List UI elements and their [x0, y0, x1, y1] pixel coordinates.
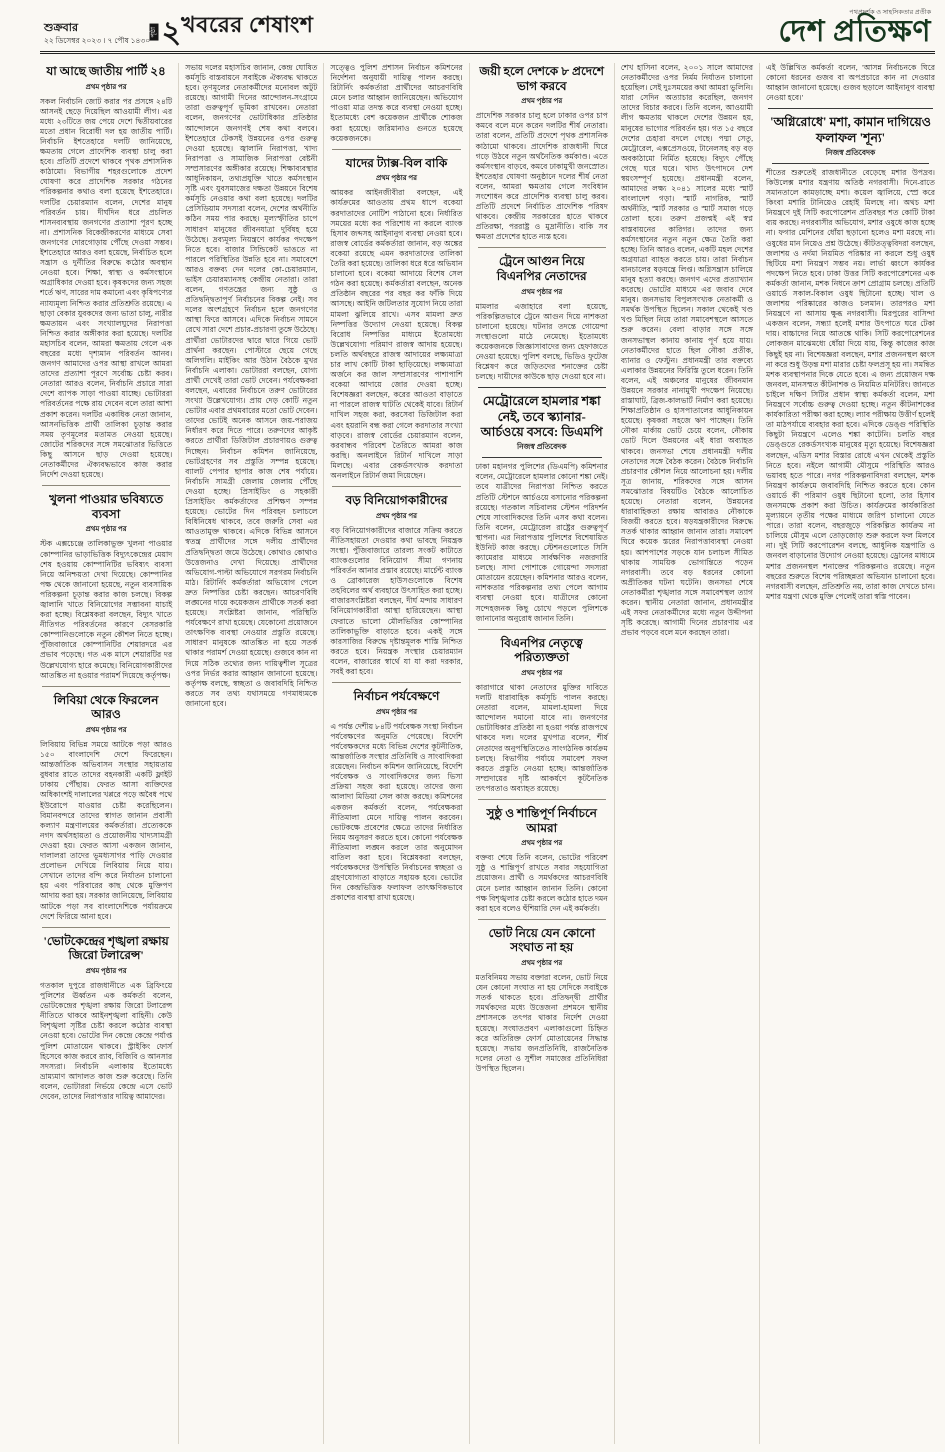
- article-headline: বড় বিনিয়োগকারীদের: [332, 486, 460, 508]
- article-text: সত্ত্বেও পুলিশ প্রশাসন নির্বাচন কমিশনের নির্দেশনা অনুযায়ী দায়িত্ব পালন করছে। রিটার্নিং কর্মকর্তারা প্রার্থীদের আচরণবিধি মেনে চলার আহ্বান জানিয়েছেন। অভিযোগ পাওয়া মাত্র তদন্ত করে ব্যবস্থা নেওয়া হচ্ছে। ইতোমধ্যে বেশ কয়েকজন প্রার্থীকে শোকজ করা হয়েছে। জরিমানাও গুনতে হয়েছে কয়েকজনকে।: [330, 63, 463, 143]
- paper-logo-block: [778, 9, 931, 47]
- continued-label: প্রথম পৃষ্ঠার পর: [376, 511, 417, 520]
- masthead: [40, 6, 935, 52]
- byline: নিজস্ব প্রতিবেদক: [482, 442, 602, 458]
- article-headline: 'অগ্নিরোধে' মশা, কামান দাগিয়েও ফলাফল 'শূন্য': [768, 108, 933, 146]
- article-headline: মেট্রোরেলে হামলার শঙ্কা নেই, তবে স্ক্যানার-আর্চওয়ে বসবে: ডিএমপি: [478, 387, 606, 440]
- page-number-block: [150, 16, 182, 49]
- article-headline: ভোট নিয়ে যেন কোনো সংঘাত না হয়: [478, 919, 606, 955]
- column-3: [323, 63, 468, 1444]
- column-6: [759, 63, 935, 1444]
- article-text: শীতের শুরুতেই রাজধানীতে বেড়েছে মশার উপদ্রব। কিউলেক্স মশার যন্ত্রণায় অতিষ্ঠ নগরবাসী। দিনে-রাতে সমানতালে কামড়াচ্ছে মশা। কয়েল জ্বালিয়ে, স্প্রে করে কিংবা মশারি টানিয়েও রেহাই মিলছে না। অথচ মশা নিয়ন্ত্রণে দুই সিটি করপোরেশন প্রতিবছর শত কোটি টাকা ব্যয় করছে। নগরবাসীর অভিযোগ, মশার ওষুধে কাজ হচ্ছে না। ফগার মেশিনের ধোঁয়া ছড়ানো হলেও মশা মরছে না। ওষুধের মান নিয়েও প্রশ্ন উঠেছে। কীটতত্ত্ববিদরা বলছেন, জলাশয় ও নর্দমা নিয়মিত পরিষ্কার না করলে শুধু ওষুধ ছিটিয়ে মশা নিয়ন্ত্রণ সম্ভব নয়। লার্ভা ধ্বংসে কার্যকর পদক্ষেপ নিতে হবে। ঢাকা উত্তর সিটি করপোরেশনের এক কর্মকর্তা জানান, মশক নিধনে ক্রাশ প্রোগ্রাম চলছে। প্রতিটি ওয়ার্ডে সকাল-বিকাল ওষুধ ছিটানো হচ্ছে। খাল ও জলাশয় পরিষ্কারের কাজও চলমান। তারপরও মশা নিয়ন্ত্রণে না আসায় ক্ষুব্ধ নগরবাসী। মিরপুরের বাসিন্দা একজন বলেন, সন্ধ্যা হলেই মশার উৎপাতে ঘরে টেকা দায়। বাচ্চাদের নিয়ে আতঙ্কে থাকি। সিটি করপোরেশনের লোকজন মাঝেমধ্যে ধোঁয়া দিয়ে যায়, কিন্তু কাজের কাজ কিছুই হয় না। বিশেষজ্ঞরা বলছেন, মশার প্রজননস্থল ধ্বংস না করে শুধু উড়ন্ত মশা মারার চেষ্টা ফলপ্রসূ হয় না। সমন্বিত মশক ব্যবস্থাপনার দিকে যেতে হবে। এ জন্য প্রয়োজন দক্ষ জনবল, মানসম্মত কীটনাশক ও নিয়মিত মনিটরিং। জানতে চাইলে দক্ষিণ সিটির প্রধান স্বাস্থ্য কর্মকর্তা বলেন, মশা নিয়ন্ত্রণে সর্বোচ্চ গুরুত্ব দেওয়া হচ্ছে। নতুন কীটনাশকের কার্যকারিতা পরীক্ষা করা হচ্ছে। ল্যাব পরীক্ষায় উত্তীর্ণ হলেই তা মাঠপর্যায়ে ব্যবহার করা হবে। এদিকে ডেঙ্গু পরিস্থিতি কিছুটা নিয়ন্ত্রণে এলেও শঙ্কা কাটেনি। চলতি বছর ডেঙ্গুতে রেকর্ডসংখ্যক মানুষের মৃত্যু হয়েছে। বিশেষজ্ঞরা বলছেন, এডিস মশার বিস্তার রোধে এখন থেকেই প্রস্তুতি নিতে হবে। নইলে আগামী মৌসুমে পরিস্থিতি আরও ভয়াবহ হতে পারে। নগর পরিকল্পনাবিদরা বলছেন, মশক নিয়ন্ত্রণ কার্যক্রমে জবাবদিহি নিশ্চিত করতে হবে। কোন ওয়ার্ডে কী পরিমাণ ওষুধ ছিটানো হলো, তার হিসাব জনসমক্ষে প্রকাশ করা উচিত। কার্যক্রমের কার্যকারিতা মূল্যায়নে তৃতীয় পক্ষের মাধ্যমে জরিপ চালানো যেতে পারে। তারা বলেন, বছরজুড়ে পরিকল্পিত কার্যক্রম না চালিয়ে মৌসুম এলে তোড়জোড় শুরু করলে ফল মিলবে না। দুই সিটি করপোরেশন বলছে, আধুনিক যন্ত্রপাতি ও জনবল বাড়ানোর উদ্যোগ নেওয়া হয়েছে। ড্রোনের মাধ্যমে মশার প্রজননস্থল শনাক্তের পরিকল্পনাও রয়েছে। নতুন বছরের শুরুতে বিশেষ পরিচ্ছন্নতা অভিযান চালানো হবে। নগরবাসী বলছেন, প্রতিশ্রুতি নয়, তারা কাজ দেখতে চান। মশার যন্ত্রণা থেকে মুক্তি পেলেই তারা স্বস্তি পাবেন।: [766, 167, 935, 601]
- column-4: [469, 63, 614, 1444]
- article-headline: জয়ী হলে দেশকে ৮ প্রদেশে ভাগ করবে: [479, 64, 604, 93]
- article-text: স্টক এক্সচেঞ্জে তালিকাভুক্ত খুলনা পাওয়ার কোম্পানির ভাড়াভিত্তিক বিদ্যুৎকেন্দ্রের মেয়াদ শেষ হওয়ায় কোম্পানিটির ভবিষ্যৎ ব্যবসা নিয়ে অনিশ্চয়তা দেখা দিয়েছে। কোম্পানির পক্ষ থেকে জানানো হয়েছে, নতুন ব্যবসায়িক পরিকল্পনা চূড়ান্ত করার কাজ চলছে। বিকল্প জ্বালানি খাতে বিনিয়োগের সম্ভাবনা যাচাই করা হচ্ছে। বিশ্লেষকরা বলছেন, বিদ্যুৎ খাতে নীতিগত পরিবর্তনের কারণে বেসরকারি কোম্পানিগুলোকে নতুন কৌশল নিতে হচ্ছে। পুঁজিবাজারে কোম্পানিটির শেয়ারদরে এর প্রভাব পড়েছে। গত এক মাসে শেয়ারটির দর উল্লেখযোগ্য হারে কমেছে। বিনিয়োগকারীদের আতঙ্কিত না হওয়ার পরামর্শ দিয়েছে কর্তৃপক্ষ।: [40, 539, 173, 680]
- continued-label: প্রথম পৃষ্ঠার পর: [521, 839, 563, 848]
- article-text: বড় বিনিয়োগকারীদের বাজারে সক্রিয় করতে নীতিসহায়তা দেওয়ার কথা ভাবছে নিয়ন্ত্রক সংস্থা। পুঁজিবাজারে তারল্য সংকট কাটাতে ব্যাংকগুলোর বিনিয়োগ সীমা গণনায় পরিবর্তন আনার প্রস্তাব রয়েছে। মার্চেন্ট ব্যাংক ও ব্রোকারেজ হাউসগুলোকে বিশেষ তহবিলের অর্থ ব্যবহারে উৎসাহিত করা হচ্ছে। বাজারসংশ্লিষ্টরা বলছেন, দীর্ঘ মন্দায় সাধারণ বিনিয়োগকারীরা আস্থা হারিয়েছেন। আস্থা ফেরাতে ভালো মৌলভিত্তির কোম্পানির তালিকাভুক্তি বাড়াতে হবে। একই সঙ্গে কারসাজির বিরুদ্ধে দৃষ্টান্তমূলক শাস্তি নিশ্চিত করতে হবে। নিয়ন্ত্রক সংস্থার চেয়ারম্যান বলেন, বাজারের স্বার্থে যা যা করা দরকার, সবই করা হবে।: [330, 525, 463, 677]
- continued-label: প্রথম পৃষ্ঠার পর: [85, 726, 127, 734]
- byline: নিজস্ব প্রতিবেদক: [772, 148, 929, 164]
- article-headline: যা আছে জাতীয় পার্টি ২৪: [46, 64, 166, 78]
- continued-label: প্রথম পৃষ্ঠার পর: [521, 97, 563, 106]
- article-text: গতকাল দুপুরে রাজধানীতে এক ব্রিফিংয়ে পুলিশের ঊর্ধ্বতন এক কর্মকর্তা বলেন, ভোটকেন্দ্রের শৃঙ্খলা রক্ষায় জিরো টলারেন্স নীতিতে থাকবে আইনশৃঙ্খলা বাহিনী। কেউ বিশৃঙ্খলা সৃষ্টির চেষ্টা করলে কঠোর ব্যবস্থা নেওয়া হবে। ভোটের দিন কেন্দ্রে কেন্দ্রে পর্যাপ্ত পুলিশ মোতায়েন থাকবে। স্ট্রাইকিং ফোর্স হিসেবে কাজ করবে র‍্যাব, বিজিবি ও আনসার সদস্যরা। নির্বাচনি এলাকায় ইতোমধ্যে ভ্রাম্যমাণ আদালত কাজ শুরু করেছে। তিনি বলেন, ভোটাররা নির্ভয়ে কেন্দ্রে এসে ভোট দেবেন, তাদের নিরাপত্তার দায়িত্ব আমাদের।: [40, 980, 173, 1101]
- article-text: আয়কর আইনজীবীরা বলছেন, এই কার্যক্রমের আওতায় প্রথম ধাপে বকেয়া করদাতাদের নোটিশ পাঠানো হবে। নির্ধারিত সময়ের মধ্যে কর পরিশোধ না করলে ব্যাংক হিসাব জব্দসহ আইনানুগ ব্যবস্থা নেওয়া হবে। রাজস্ব বোর্ডের কর্মকর্তারা জানান, বড় অঙ্কের বকেয়া রয়েছে এমন করদাতাদের তালিকা তৈরি করা হয়েছে। তালিকা ধরে ধরে অভিযান চালানো হবে। বকেয়া আদায়ে বিশেষ সেল গঠন করা হয়েছে। কর্মকর্তারা বলছেন, অনেক প্রতিষ্ঠান বছরের পর বছর কর ফাঁকি দিয়ে আসছে। আইনি জটিলতার সুযোগ নিয়ে তারা মামলা ঝুলিয়ে রাখে। এসব মামলা দ্রুত নিষ্পত্তির উদ্যোগ নেওয়া হয়েছে। বিকল্প বিরোধ নিষ্পত্তির মাধ্যমে ইতোমধ্যে উল্লেখযোগ্য পরিমাণ রাজস্ব আদায় হয়েছে। চলতি অর্থবছরে রাজস্ব আদায়ের লক্ষ্যমাত্রা চার লাখ কোটি টাকা ছাড়িয়েছে। লক্ষ্যমাত্রা অর্জনে কর জাল সম্প্রসারণের পাশাপাশি বকেয়া আদায়ে জোর দেওয়া হচ্ছে। বিশেষজ্ঞরা বলছেন, করের আওতা বাড়াতে না পারলে রাজস্ব ঘাটতি থেকেই যাবে। রিটার্ন দাখিল সহজ করা, করসেবা ডিজিটাল করা এবং হয়রানি বন্ধ করা গেলে করদাতার সংখ্যা বাড়বে। রাজস্ব বোর্ডের চেয়ারম্যান বলেন, করবান্ধব পরিবেশ তৈরিতে আমরা কাজ করছি। অনলাইনে রিটার্ন দাখিলে সাড়া মিলছে। এবার রেকর্ডসংখ্যক করদাতা অনলাইনে রিটার্ন জমা দিয়েছেন।: [330, 188, 463, 480]
- article-text: এই উল্লিখিত কর্মকর্তা বলেন, 'আসন্ন নির্বাচনকে ঘিরে কোনো ধরনের গুজব বা অপপ্রচারে কান না দেওয়ার আহ্বান জানানো হয়েছে। গুজব ছড়ালে আইনানুগ ব্যবস্থা নেওয়া হবে।': [766, 63, 935, 103]
- continued-label: প্রথম পৃষ্ঠার পর: [521, 959, 563, 968]
- article-headline: যাদের ট্যাক্স-বিল বাকি: [332, 149, 460, 171]
- page-word-label: পৃষ্ঠা: [150, 24, 159, 41]
- article-headline: খুলনা পাওয়ার ভবিষ্যতে ব্যবসা: [42, 485, 170, 521]
- article-headline: 'ভোটকেন্দ্রের শৃঙ্খলা রক্ষায় জিরো টলারেন্স': [42, 927, 170, 963]
- section-title: খবরের শেষাংশ: [181, 12, 314, 37]
- date-block: [44, 22, 150, 47]
- article-text: ঢাকা মহানগর পুলিশের (ডিএমপি) কমিশনার বলেন, মেট্রোরেলে হামলার কোনো শঙ্কা নেই। তবে যাত্রীদের নিরাপত্তা নিশ্চিত করতে প্রতিটি স্টেশনে আর্চওয়ে বসানোর পরিকল্পনা রয়েছে। গতকাল সচিবালয় স্টেশন পরিদর্শন শেষে সাংবাদিকদের তিনি এসব কথা বলেন। তিনি বলেন, মেট্রোরেল রাষ্ট্রের গুরুত্বপূর্ণ স্থাপনা। এর নিরাপত্তায় পুলিশের বিশেষায়িত ইউনিট কাজ করছে। স্টেশনগুলোতে সিসি ক্যামেরার মাধ্যমে সার্বক্ষণিক নজরদারি চলছে। সাদা পোশাকে গোয়েন্দা সদস্যরা মোতায়েন রয়েছেন। কমিশনার আরও বলেন, নাশকতার পরিকল্পনার তথ্য পেলে আগাম ব্যবস্থা নেওয়া হবে। যাত্রীদের কোনো সন্দেহজনক কিছু চোখে পড়লে পুলিশকে জানানোর অনুরোধ জানান তিনি।: [475, 462, 608, 623]
- article-text: এ পর্যন্ত দেশীয় ৮৪টি পর্যবেক্ষক সংস্থা নির্বাচন পর্যবেক্ষণের অনুমতি পেয়েছে। বিদেশি পর্যবেক্ষকদের মধ্যে বিভিন্ন দেশের কূটনীতিক, আন্তর্জাতিক সংস্থার প্রতিনিধি ও সাংবাদিকরা রয়েছেন। নির্বাচন কমিশন জানিয়েছে, বিদেশি পর্যবেক্ষক ও সাংবাদিকদের জন্য ভিসা প্রক্রিয়া সহজ করা হয়েছে। তাদের জন্য আলাদা মিডিয়া সেল কাজ করছে। কমিশনের একজন কর্মকর্তা বলেন, পর্যবেক্ষকরা নীতিমালা মেনে দায়িত্ব পালন করবেন। ভোটকক্ষে প্রবেশের ক্ষেত্রে তাদের নির্ধারিত নিয়ম অনুসরণ করতে হবে। কোনো পর্যবেক্ষক নীতিমালা লঙ্ঘন করলে তার অনুমোদন বাতিল করা হবে। বিশ্লেষকরা বলছেন, পর্যবেক্ষকদের উপস্থিতি নির্বাচনের স্বচ্ছতা ও গ্রহণযোগ্যতা বাড়াতে সহায়ক হবে। ভোটের দিন কেন্দ্রভিত্তিক ফলাফল তাৎক্ষণিকভাবে প্রকাশের ব্যবস্থা রাখা হয়েছে।: [330, 721, 463, 903]
- continued-label: প্রথম পৃষ্ঠার পর: [376, 707, 417, 716]
- article-text: লিবিয়ায় বিভিন্ন সময়ে আটকে পড়া আরও ১৫০ বাংলাদেশি দেশে ফিরেছেন। আন্তর্জাতিক অভিবাসন সংস্থার সহায়তায় বুধবার রাতে তাদের বহনকারী একটি ফ্লাইট ঢাকায় পৌঁছায়। ফেরত আসা ব্যক্তিদের অধিকাংশই দালালের খপ্পরে পড়ে অবৈধ পথে ইউরোপে যাওয়ার চেষ্টা করেছিলেন। বিমানবন্দরে তাদের স্বাগত জানান প্রবাসী কল্যাণ মন্ত্রণালয়ের কর্মকর্তারা। প্রত্যেককে নগদ অর্থসহায়তা ও প্রয়োজনীয় খাদ্যসামগ্রী দেওয়া হয়। ফেরত আসা একজন জানান, দালালরা তাদের ভূমধ্যসাগর পাড়ি দেওয়ার প্রলোভন দেখিয়ে লিবিয়ায় নিয়ে যায়। সেখানে তাদের বন্দি করে নির্যাতন চালানো হয় এবং পরিবারের কাছ থেকে মুক্তিপণ আদায় করা হয়। সরকার জানিয়েছে, লিবিয়ায় আটকে পড়া সব বাংলাদেশিকে পর্যায়ক্রমে দেশে ফিরিয়ে আনা হবে।: [40, 740, 173, 921]
- column-2: [178, 63, 323, 1444]
- continued-label: প্রথম পৃষ্ঠার পর: [521, 668, 563, 677]
- paper-logo: দেশ প্রতিক্ষণ: [778, 15, 931, 48]
- paper-tagline: পথপ্রদর্শক ও সাহসিকতার প্রতীক: [849, 8, 931, 16]
- date-line: ২২ ডিসেম্বর ২০২৩ । ৭ পৌষ ১৪৩০: [44, 35, 151, 45]
- article-headline: সুষ্ঠু ও শান্তিপূর্ণ নির্বাচনে আমরা: [478, 799, 606, 835]
- continued-label: প্রথম পৃষ্ঠার পর: [85, 82, 127, 91]
- article-headline: লিবিয়া থেকে ফিরলেন আরও: [42, 686, 170, 722]
- article-text: প্রাদেশিক সরকার চালু হলে ঢাকার ওপর চাপ কমবে বলে মনে করেন দলটির শীর্ষ নেতারা। তারা বলেন, প্রতিটি প্রদেশে পৃথক প্রশাসনিক কাঠামো থাকবে। প্রাদেশিক রাজধানী ঘিরে গড়ে উঠবে নতুন অর্থনৈতিক কর্মকাণ্ড। এতে কর্মসংস্থান বাড়বে, কমবে ঢাকামুখী জনস্রোত। ইশতেহার ঘোষণা অনুষ্ঠানে দলের শীর্ষ নেতা বলেন, আমরা ক্ষমতায় গেলে সংবিধান সংশোধন করে প্রাদেশিক ব্যবস্থা চালু করব। প্রতিটি প্রদেশে নির্বাচিত প্রাদেশিক পরিষদ থাকবে। কেন্দ্রীয় সরকারের হাতে থাকবে প্রতিরক্ষা, পররাষ্ট্র ও মুদ্রানীতি। বাকি সব ক্ষমতা প্রদেশের হাতে ন্যস্ত হবে।: [475, 111, 608, 242]
- continued-label: প্রথম পৃষ্ঠার পর: [521, 287, 563, 296]
- article-columns: [40, 59, 935, 1444]
- article-headline: ট্রেনে আগুন নিয়ে বিএনপির নেতাদের: [478, 247, 606, 283]
- masthead-rule: [40, 52, 935, 54]
- article-text: শেখ হাসিনা বলেন, ২০০১ সালে আমাদের নেতাকর্মীদের ওপর নির্মম নির্যাতন চালানো হয়েছিল। সেই দুঃসময়ের কথা আমরা ভুলিনি। যারা সেদিন অত্যাচার করেছিল, জনগণ তাদের বিচার করবে। তিনি বলেন, আওয়ামী লীগ ক্ষমতায় থাকলে দেশের উন্নয়ন হয়, মানুষের ভাগ্যের পরিবর্তন হয়। গত ১৫ বছরে দেশের চেহারা বদলে গেছে। পদ্মা সেতু, মেট্রোরেল, এক্সপ্রেসওয়ে, টানেলসহ বড় বড় অবকাঠামো নির্মিত হয়েছে। বিদ্যুৎ পৌঁছে গেছে ঘরে ঘরে। খাদ্য উৎপাদনে দেশ স্বয়ংসম্পূর্ণ হয়েছে। প্রধানমন্ত্রী বলেন, আমাদের লক্ষ্য ২০৪১ সালের মধ্যে স্মার্ট বাংলাদেশ গড়া। স্মার্ট নাগরিক, স্মার্ট অর্থনীতি, স্মার্ট সরকার ও স্মার্ট সমাজ গড়ে তোলা হবে। তরুণ প্রজন্মই এই স্বপ্ন বাস্তবায়নের কারিগর। তাদের জন্য কর্মসংস্থানের নতুন নতুন ক্ষেত্র তৈরি করা হচ্ছে। তিনি আরও বলেন, একটি মহল দেশের অগ্রযাত্রা ব্যাহত করতে চায়। তারা নির্বাচন বানচালের ষড়যন্ত্রে লিপ্ত। অগ্নিসন্ত্রাস চালিয়ে মানুষ হত্যা করছে। জনগণ এদের প্রত্যাখ্যান করেছে। ভোটের মাধ্যমে এর জবাব দেবে মানুষ। জনসভায় বিপুলসংখ্যক নেতাকর্মী ও সমর্থক উপস্থিত ছিলেন। সকাল থেকেই খণ্ড খণ্ড মিছিল নিয়ে তারা সমাবেশস্থলে আসতে শুরু করেন। বেলা বাড়ার সঙ্গে সঙ্গে জনসভাস্থল কানায় কানায় পূর্ণ হয়ে যায়। নেতাকর্মীদের হাতে ছিল নৌকা প্রতীক, ব্যানার ও ফেস্টুন। প্রধানমন্ত্রী তার বক্তব্যে এলাকার উন্নয়নের ফিরিস্তি তুলে ধরেন। তিনি বলেন, এই অঞ্চলের মানুষের জীবনমান উন্নয়নে সরকার নানামুখী পদক্ষেপ নিয়েছে। রাস্তাঘাট, ব্রিজ-কালভার্ট নির্মাণ করা হয়েছে। শিক্ষাপ্রতিষ্ঠান ও হাসপাতালের আধুনিকায়ন হয়েছে। কৃষকরা সহজে ঋণ পাচ্ছেন। তিনি নৌকা মার্কায় ভোট চেয়ে বলেন, নৌকায় ভোট দিলে উন্নয়নের এই ধারা অব্যাহত থাকবে। জনসভা শেষে প্রধানমন্ত্রী দলীয় নেতাদের সঙ্গে বৈঠক করেন। বৈঠকে নির্বাচনি প্রচারণার কৌশল নিয়ে আলোচনা হয়। দলীয় সূত্র জানায়, শরিকদের সঙ্গে আসন সমঝোতার বিষয়টিও বৈঠকে আলোচিত হয়েছে। নেতারা বলেন, উন্নয়নের ধারাবাহিকতা রক্ষায় আবারও নৌকাকে বিজয়ী করতে হবে। ষড়যন্ত্রকারীদের বিরুদ্ধে সতর্ক থাকার আহ্বান জানান তারা। সমাবেশ ঘিরে কয়েক স্তরের নিরাপত্তাব্যবস্থা নেওয়া হয়। আশপাশের সড়কে যান চলাচল সীমিত থাকায় সাময়িক ভোগান্তিতে পড়েন নগরবাসী। তবে বড় ধরনের কোনো অপ্রীতিকর ঘটনা ঘটেনি। জনসভা শেষে নেতাকর্মীরা শৃঙ্খলার সঙ্গে সমাবেশস্থল ত্যাগ করেন। স্থানীয় নেতারা জানান, প্রধানমন্ত্রীর এই সফর নেতাকর্মীদের মধ্যে নতুন উদ্দীপনা সৃষ্টি করেছে। আগামী দিনের প্রচারণায় এর প্রভাব পড়বে বলে মনে করছেন তারা।: [620, 63, 754, 638]
- article-text: সভায় দলের মহাসচিব জানান, কেন্দ্র ঘোষিত কর্মসূচি বাস্তবায়নে সবাইকে ঐক্যবদ্ধ থাকতে হবে। তৃণমূলের নেতাকর্মীদের মনোবল অটুট রয়েছে। আগামী দিনের আন্দোলন-সংগ্রামে তারা গুরুত্বপূর্ণ ভূমিকা রাখবেন। নেতারা বলেন, জনগণের ভোটাধিকার প্রতিষ্ঠার আন্দোলনে জনগণই শেষ কথা বলবে। ইশতেহারে টেকসই উন্নয়নের ওপর গুরুত্ব দেওয়া হয়েছে। জ্বালানি নিরাপত্তা, খাদ্য নিরাপত্তা ও সামাজিক নিরাপত্তা বেষ্টনী সম্প্রসারণের অঙ্গীকার রয়েছে। শিক্ষাব্যবস্থার আধুনিকায়ন, তথ্যপ্রযুক্তি খাতে কর্মসংস্থান সৃষ্টি এবং যুবসমাজের দক্ষতা উন্নয়নে বিশেষ কর্মসূচি নেওয়ার কথা বলা হয়েছে। দলটির প্রেসিডিয়াম সদস্যরা বলেন, দেশের অর্থনীতি কঠিন সময় পার করছে। মূল্যস্ফীতির চাপে সাধারণ মানুষের জীবনযাত্রা দুর্বিষহ হয়ে উঠেছে। দ্রব্যমূল্য নিয়ন্ত্রণে কার্যকর পদক্ষেপ নিতে হবে। বাজার সিন্ডিকেট ভাঙতে না পারলে পরিস্থিতির উন্নতি হবে না। সমাবেশে আরও বক্তব্য দেন দলের কো-চেয়ারম্যান, ভাইস চেয়ারম্যানসহ কেন্দ্রীয় নেতারা। তারা বলেন, গণতন্ত্রের জন্য সুষ্ঠু ও প্রতিদ্বন্দ্বিতাপূর্ণ নির্বাচনের বিকল্প নেই। সব দলের অংশগ্রহণে নির্বাচন হলে জনগণের আস্থা ফিরে আসবে। এদিকে নির্বাচন সামনে রেখে সারা দেশে প্রচার-প্রচারণা তুঙ্গে উঠেছে। প্রার্থীরা ভোটারদের দ্বারে দ্বারে গিয়ে ভোট প্রার্থনা করছেন। পোস্টারে ছেয়ে গেছে অলিগলি। মাইকিং আর উঠান বৈঠকে মুখর নির্বাচনি এলাকা। ভোটাররা বলছেন, যোগ্য প্রার্থী দেখেই তারা ভোট দেবেন। পর্যবেক্ষকরা বলছেন, এবারের নির্বাচনে তরুণ ভোটারের সংখ্যা উল্লেখযোগ্য। প্রায় দেড় কোটি নতুন ভোটার এবার প্রথমবারের মতো ভোট দেবেন। তাদের ভোটই অনেক আসনে জয়-পরাজয় নির্ধারণ করে দিতে পারে। তরুণদের আকৃষ্ট করতে প্রার্থীরা ডিজিটাল প্রচারণায়ও গুরুত্ব দিচ্ছেন। নির্বাচন কমিশন জানিয়েছে, ভোটগ্রহণের সব প্রস্তুতি সম্পন্ন হয়েছে। ব্যালট পেপার ছাপার কাজ শেষ পর্যায়ে। নির্বাচনি সামগ্রী জেলায় জেলায় পৌঁছে দেওয়া হচ্ছে। প্রিসাইডিং ও সহকারী প্রিসাইডিং কর্মকর্তাদের প্রশিক্ষণ সম্পন্ন হয়েছে। ভোটের দিন পরিবহন চলাচলে বিধিনিষেধ থাকবে, তবে জরুরি সেবা এর আওতামুক্ত থাকবে। এদিকে বিভিন্ন আসনে স্বতন্ত্র প্রার্থীদের সঙ্গে দলীয় প্রার্থীদের প্রতিদ্বন্দ্বিতা জমে উঠেছে। কোথাও কোথাও উত্তেজনাও দেখা দিয়েছে। প্রার্থীদের অভিযোগ-পাল্টা অভিযোগে সরগরম নির্বাচনি মাঠ। রিটার্নিং কর্মকর্তারা অভিযোগ পেলে দ্রুত নিষ্পত্তির চেষ্টা করছেন। আচরণবিধি লঙ্ঘনের দায়ে কয়েকজন প্রার্থীকে সতর্ক করা হয়েছে। সংশ্লিষ্টরা জানান, পরিস্থিতি পর্যবেক্ষণে রাখা হয়েছে। যেকোনো প্রয়োজনে তাৎক্ষণিক ব্যবস্থা নেওয়ার প্রস্তুতি রয়েছে। সাধারণ মানুষকে আতঙ্কিত না হয়ে সতর্ক থাকার পরামর্শ দেওয়া হয়েছে। গুজবে কান না দিয়ে সঠিক তথ্যের জন্য দায়িত্বশীল সূত্রের ওপর নির্ভর করার আহ্বান জানানো হয়েছে। কর্তৃপক্ষ বলছে, স্বচ্ছতা ও জবাবদিহি নিশ্চিত করতে সব তথ্য যথাসময়ে গণমাধ্যমকে জানানো হবে।: [185, 63, 318, 708]
- page-number: ২: [161, 16, 182, 49]
- continued-label: প্রথম পৃষ্ঠার পর: [85, 525, 127, 534]
- continued-label: প্রথম পৃষ্ঠার পর: [376, 174, 417, 183]
- article-text: বক্তব্য শেষে তিনি বলেন, ভোটের পরিবেশ সুষ্ঠু ও শান্তিপূর্ণ রাখতে সবার সহযোগিতা প্রয়োজন। প্রার্থী ও সমর্থকদের আচরণবিধি মেনে চলার আহ্বান জানান তিনি। কোনো পক্ষ বিশৃঙ্খলার চেষ্টা করলে কঠোর হাতে দমন করা হবে বলেও হুঁশিয়ারি দেন এই কর্মকর্তা।: [475, 853, 608, 913]
- weekday-label: শুক্রবার: [44, 21, 79, 34]
- article-text: মামলার এজাহারে বলা হয়েছে, পরিকল্পিতভাবে ট্রেনে আগুন দিয়ে নাশকতা চালানো হয়েছে। ঘটনার তদন্তে গোয়েন্দা সংস্থাগুলো মাঠে নেমেছে। ইতোমধ্যে কয়েকজনকে জিজ্ঞাসাবাদের জন্য হেফাজতে নেওয়া হয়েছে। পুলিশ বলছে, ভিডিও ফুটেজ বিশ্লেষণ করে জড়িতদের শনাক্তের চেষ্টা চলছে। দায়ীদের কাউকে ছাড় দেওয়া হবে না।: [475, 301, 608, 382]
- article-text: মতবিনিময় সভায় বক্তারা বলেন, ভোট নিয়ে যেন কোনো সংঘাত না হয় সেদিকে সবাইকে সতর্ক থাকতে হবে। প্রতিদ্বন্দ্বী প্রার্থীর সমর্থকদের মধ্যে উত্তেজনা প্রশমনে স্থানীয় প্রশাসনকে তৎপর থাকার নির্দেশ দেওয়া হয়েছে। সংঘাতপ্রবণ এলাকাগুলো চিহ্নিত করে অতিরিক্ত ফোর্স মোতায়েনের সিদ্ধান্ত হয়েছে। সভায় জনপ্রতিনিধি, রাজনৈতিক দলের নেতা ও সুশীল সমাজের প্রতিনিধিরা উপস্থিত ছিলেন।: [475, 973, 608, 1073]
- article-headline: বিএনপির নেতৃত্বে পরিত্যক্ততা: [478, 629, 606, 665]
- column-5: [614, 63, 759, 1444]
- article-text: সকল নির্বাচনি জোট করার পর প্রসঙ্গে ২৪টি আসনই ছেড়ে দিয়েছিল আওয়ামী লীগ। এর মধ্যে ২৩টিতে জয় পেয়ে দেশে দ্বিতীয়বারের মতো প্রধান বিরোধী দল হয় জাতীয় পার্টি। নির্বাচনি ইশতেহারে দলটি জানিয়েছে, ক্ষমতায় গেলে প্রাদেশিক ব্যবস্থা চালু করা হবে। প্রতিটি প্রদেশে থাকবে পৃথক প্রশাসনিক কাঠামো। বিভাগীয় শহরগুলোকে প্রদেশ ঘোষণা করে প্রাদেশিক সরকার গঠনের পরিকল্পনার কথাও বলা হয়েছে ইশতেহারে। দলটির চেয়ারম্যান বলেন, দেশের মানুষ পরিবর্তন চায়। দীর্ঘদিন ধরে প্রচলিত শাসনব্যবস্থায় জনগণের প্রত্যাশা পূরণ হচ্ছে না। প্রশাসনিক বিকেন্দ্রীকরণের মাধ্যমে সেবা জনগণের দোরগোড়ায় পৌঁছে দেওয়া সম্ভব। ইশতেহারে আরও বলা হয়েছে, নির্বাচিত হলে সন্ত্রাস ও দুর্নীতির বিরুদ্ধে কঠোর অবস্থান নেওয়া হবে। শিক্ষা, স্বাস্থ্য ও কর্মসংস্থানে অগ্রাধিকার দেওয়া হবে। কৃষকদের জন্য সহজ শর্তে ঋণ, সারের দাম কমানো এবং কৃষিপণ্যের ন্যায্যমূল্য নিশ্চিত করার প্রতিশ্রুতি রয়েছে। এ ছাড়া বেকার যুবকদের জন্য ভাতা চালু, নারীর ক্ষমতায়ন এবং সংখ্যালঘুদের নিরাপত্তা নিশ্চিত করার অঙ্গীকার করা হয়েছে। দলটির মহাসচিব বলেন, আমরা ক্ষমতায় গেলে এক বছরের মধ্যে দৃশ্যমান পরিবর্তন আনব। জনগণ আমাদের ওপর আস্থা রাখলে আমরা তাদের প্রত্যাশা পূরণে সর্বোচ্চ চেষ্টা করব। নেতারা আরও বলেন, নির্বাচনি প্রচারে সারা দেশে ব্যাপক সাড়া পাওয়া যাচ্ছে। ভোটাররা পরিবর্তনের পক্ষে রায় দেবেন বলে তারা আশা প্রকাশ করেন। দলটির একাধিক নেতা জানান, আসনভিত্তিক প্রার্থী তালিকা চূড়ান্ত করার সময় তৃণমূলের মতামত নেওয়া হয়েছে। জোটের শরিকদের সঙ্গে সমঝোতার ভিত্তিতে কিছু আসনে ছাড় দেওয়া হয়েছে। নেতাকর্মীদের ঐক্যবদ্ধভাবে কাজ করার নির্দেশ দেওয়া হয়েছে।: [40, 96, 173, 480]
- continued-label: প্রথম পৃষ্ঠার পর: [85, 966, 127, 975]
- column-1: [40, 63, 178, 1444]
- article-headline: নির্বাচন পর্যবেক্ষণে: [332, 682, 460, 704]
- article-text: কারাগারে থাকা নেতাদের মুক্তির দাবিতে দলটি ধারাবাহিক কর্মসূচি পালন করছে। নেতারা বলেন, মামলা-হামলা দিয়ে আন্দোলন দমানো যাবে না। জনগণের ভোটাধিকার প্রতিষ্ঠা না হওয়া পর্যন্ত রাজপথে থাকবে দল। দলের মুখপাত্র বলেন, শীর্ষ নেতাদের অনুপস্থিতিতেও সাংগঠনিক কার্যক্রম চলছে। বিভাগীয় পর্যায়ে সমাবেশ সফল করতে প্রস্তুতি নেওয়া হচ্ছে। আন্তর্জাতিক সম্প্রদায়ের দৃষ্টি আকর্ষণে কূটনৈতিক তৎপরতাও অব্যাহত রয়েছে।: [475, 682, 608, 793]
